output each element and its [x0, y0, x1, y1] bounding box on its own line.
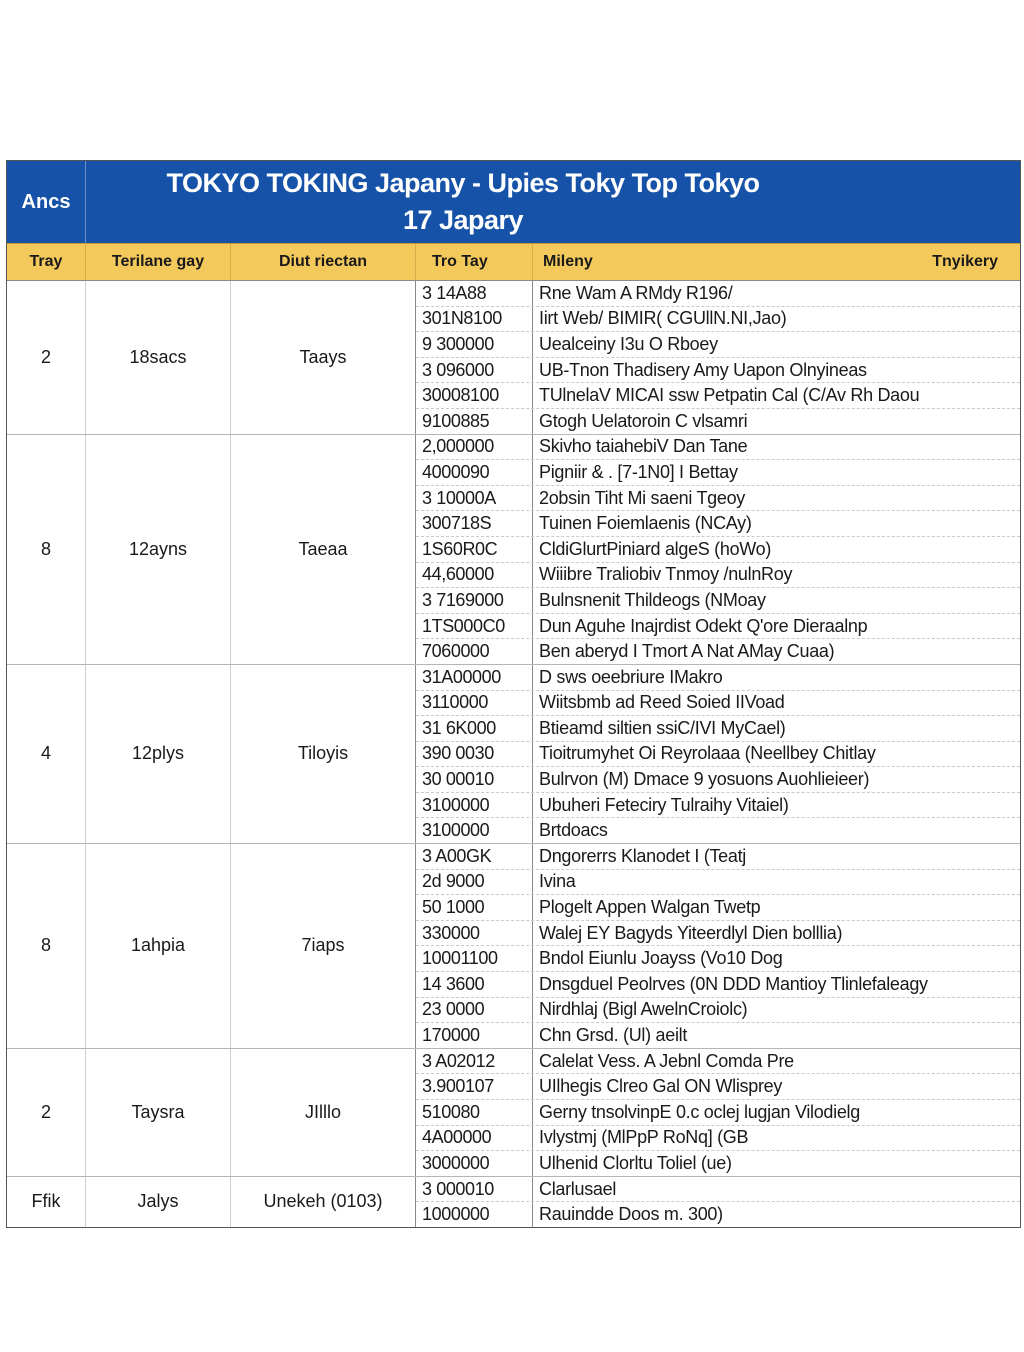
- header-col-4: Tro Tay: [416, 244, 533, 280]
- banner-corner-label: Ancs: [7, 161, 86, 243]
- table-row: [416, 588, 1020, 614]
- table-row: [416, 1151, 1020, 1176]
- row-description: Wiitsbmb ad Reed Soied IIVoad: [539, 692, 785, 713]
- row-description: Clarlusael: [539, 1178, 617, 1199]
- table-row: [416, 870, 1020, 896]
- title-line-1: TOKYO TOKING Japany - Upies Toky Top Tokyo: [166, 168, 760, 198]
- row-description: Iirt Web/ BIMIR( CGUllN.NI,Jao): [539, 308, 787, 329]
- group-cell-2: Jalys: [86, 1177, 231, 1227]
- row-description: Chn Grsd. (Ul) aeilt: [539, 1025, 688, 1046]
- row-code: 44,60000: [416, 563, 533, 588]
- row-description: CldiGlurtPiniard algeS (hoWo): [539, 538, 772, 559]
- row-description: Ivlystmj (MlPpP RoNq] (GB: [539, 1127, 749, 1148]
- table-row: [416, 1126, 1020, 1152]
- row-code: 3100000: [416, 793, 533, 818]
- table-row: [416, 358, 1020, 384]
- row-description: Dun Aguhe Inajrdist Odekt Q'ore Dieraalnp: [539, 615, 868, 636]
- row-description: Bulnsnenit Thildeogs (NMoay: [539, 589, 766, 610]
- table-row: [416, 767, 1020, 793]
- table-row: [416, 409, 1020, 434]
- row-description: Uealceiny I3u O Rboey: [539, 333, 718, 354]
- row-code: 300718S: [416, 511, 533, 536]
- row-code: 3 000010: [416, 1177, 533, 1202]
- table-row: [416, 716, 1020, 742]
- row-description: UB-Tnon Thadisery Amy Uapon Olnyineas: [539, 359, 867, 380]
- group-cell-3: JIlllo: [231, 1049, 416, 1176]
- table-group: [7, 1177, 1020, 1227]
- row-code: 3.900107: [416, 1074, 533, 1099]
- row-description: Ulhenid Clorltu Toliel (ue): [539, 1152, 732, 1173]
- row-description: Dnsgduel Peolrves (0N DDD Mantioy Tlinlefaleagy: [539, 973, 928, 994]
- row-code: 1S60R0C: [416, 537, 533, 562]
- row-description: Nirdhlaj (Bigl AwelnCroiolc): [539, 999, 748, 1020]
- table-row: [416, 1177, 1020, 1203]
- row-description: Gtogh Uelatoroin C vlsamri: [539, 410, 748, 431]
- table-row: [416, 281, 1020, 307]
- group-cell-3: Taays: [231, 281, 416, 434]
- header-col-5-6: [533, 244, 1020, 280]
- row-code: 3 A00GK: [416, 844, 533, 869]
- row-description: Bulrvon (M) Dmace 9 yosuons Auohlieieer): [539, 769, 870, 790]
- row-description: 2obsin Tiht Mi saeni Tgeoy: [539, 487, 745, 508]
- row-code: 3110000: [416, 691, 533, 716]
- group-cell-1: 8: [7, 435, 86, 664]
- group-cell-3: Taeaa: [231, 435, 416, 664]
- data-sheet: [6, 160, 1021, 1228]
- table-row: [416, 844, 1020, 870]
- row-code: 7060000: [416, 639, 533, 664]
- row-description: Plogelt Appen Walgan Twetp: [539, 897, 761, 918]
- row-code: 9100885: [416, 409, 533, 434]
- table-row: [416, 1074, 1020, 1100]
- header-col-2: Terilane gay: [86, 244, 231, 280]
- row-description: TUlnelaV MICAI ssw Petpatin Cal (C/Av Rh Daou: [539, 385, 920, 406]
- group-cell-1: 2: [7, 281, 86, 434]
- row-description: Dngorerrs Klanodet I (Teatj: [539, 845, 747, 866]
- table-row: [416, 614, 1020, 640]
- table-group: [7, 665, 1020, 844]
- row-code: 510080: [416, 1100, 533, 1125]
- row-code: 3 10000A: [416, 486, 533, 511]
- row-code: 23 0000: [416, 998, 533, 1023]
- group-cell-1: 2: [7, 1049, 86, 1176]
- table-row: [416, 307, 1020, 333]
- row-description: Btieamd siltien ssiC/IVI MyCael): [539, 717, 786, 738]
- group-rows: [416, 281, 1020, 434]
- row-description: Tioitrumyhet Oi Reyrolaaa (Neellbey Chitlay: [539, 743, 876, 764]
- table-row: [416, 946, 1020, 972]
- header-col-5: Mileny: [543, 253, 593, 270]
- row-code: 301N8100: [416, 307, 533, 332]
- row-code: 3 A02012: [416, 1049, 533, 1074]
- row-code: 3 14A88: [416, 281, 533, 306]
- row-description: Wiiibre Traliobiv Tnmoy /nulnRoy: [539, 564, 793, 585]
- group-rows: [416, 1177, 1020, 1227]
- group-cell-2: Taysra: [86, 1049, 231, 1176]
- row-description: Gerny tnsolvinpE 0.c oclej lugjan Vilodielg: [539, 1101, 860, 1122]
- table-row: [416, 818, 1020, 843]
- row-description: Bndol Eiunlu Joayss (Vo10 Dog: [539, 948, 783, 969]
- group-rows: [416, 665, 1020, 843]
- row-code: 3 096000: [416, 358, 533, 383]
- table-row: [416, 1100, 1020, 1126]
- row-description: Calelat Vess. A Jebnl Comda Pre: [539, 1050, 794, 1071]
- row-code: 31 6K000: [416, 716, 533, 741]
- group-cell-3: Unekeh (0103): [231, 1177, 416, 1227]
- header-col-6: Tnyikery: [932, 253, 998, 270]
- row-code: 3000000: [416, 1151, 533, 1176]
- page-title: [86, 161, 1020, 243]
- row-code: 390 0030: [416, 742, 533, 767]
- row-description: Ubuheri Feteciry Tulraihy Vitaiel): [539, 794, 789, 815]
- group-cell-2: 1ahpia: [86, 844, 231, 1048]
- table-header: [7, 243, 1020, 281]
- group-cell-2: 18sacs: [86, 281, 231, 434]
- table-row: [416, 895, 1020, 921]
- row-code: 4000090: [416, 460, 533, 485]
- table-row: [416, 1202, 1020, 1227]
- row-code: 330000: [416, 921, 533, 946]
- table-row: [416, 665, 1020, 691]
- table-group: [7, 844, 1020, 1049]
- table-row: [416, 1049, 1020, 1075]
- row-code: 14 3600: [416, 972, 533, 997]
- table-group: [7, 281, 1020, 435]
- group-cell-2: 12plys: [86, 665, 231, 843]
- table-row: [416, 1023, 1020, 1048]
- table-group: [7, 1049, 1020, 1177]
- table-row: [416, 563, 1020, 589]
- row-code: 170000: [416, 1023, 533, 1048]
- row-description: D sws oeebriure IMakro: [539, 666, 723, 687]
- row-code: 1000000: [416, 1202, 533, 1227]
- header-col-3: Diut riectan: [231, 244, 416, 280]
- row-code: 10001100: [416, 946, 533, 971]
- header-col-1: Tray: [7, 244, 86, 280]
- title-line-2: 17 Japary: [402, 205, 524, 235]
- row-description: Ivina: [539, 871, 576, 892]
- row-description: Brtdoacs: [539, 820, 608, 841]
- row-code: 4A00000: [416, 1126, 533, 1151]
- row-description: Skivho taiahebiV Dan Tane: [539, 436, 748, 457]
- table-row: [416, 793, 1020, 819]
- table-row: [416, 921, 1020, 947]
- table-group: [7, 435, 1020, 665]
- group-rows: [416, 844, 1020, 1048]
- group-rows: [416, 1049, 1020, 1176]
- table-body: [7, 281, 1020, 1227]
- table-row: [416, 998, 1020, 1024]
- table-row: [416, 537, 1020, 563]
- table-row: [416, 435, 1020, 461]
- group-cell-3: Tiloyis: [231, 665, 416, 843]
- row-code: 30 00010: [416, 767, 533, 792]
- table-row: [416, 691, 1020, 717]
- group-cell-2: 12ayns: [86, 435, 231, 664]
- row-description: Rne Wam A RMdy R196/: [539, 282, 733, 303]
- row-code: 1TS000C0: [416, 614, 533, 639]
- table-row: [416, 486, 1020, 512]
- table-row: [416, 972, 1020, 998]
- group-cell-3: 7iaps: [231, 844, 416, 1048]
- row-description: Walej EY Bagyds Yiteerdlyl Dien bolllia): [539, 922, 843, 943]
- group-rows: [416, 435, 1020, 664]
- group-cell-1: 8: [7, 844, 86, 1048]
- row-code: 50 1000: [416, 895, 533, 920]
- table-row: [416, 639, 1020, 664]
- row-code: 2,000000: [416, 435, 533, 460]
- row-description: Rauindde Doos m. 300): [539, 1204, 723, 1225]
- group-cell-1: 4: [7, 665, 86, 843]
- row-description: Tuinen Foiemlaenis (NCAy): [539, 513, 752, 534]
- table-row: [416, 511, 1020, 537]
- row-description: UIlhegis Clreo Gal ON Wlisprey: [539, 1076, 783, 1097]
- row-description: Ben aberyd I Tmort A Nat AMay Cuaa): [539, 641, 835, 662]
- table-row: [416, 460, 1020, 486]
- row-code: 30008100: [416, 383, 533, 408]
- table-row: [416, 383, 1020, 409]
- group-cell-1: Ffik: [7, 1177, 86, 1227]
- title-banner: [7, 161, 1020, 243]
- row-code: 3100000: [416, 818, 533, 843]
- row-description: Pigniir & . [7-1N0] I Bettay: [539, 461, 738, 482]
- row-code: 2d 9000: [416, 870, 533, 895]
- table-row: [416, 742, 1020, 768]
- row-code: 31A00000: [416, 665, 533, 690]
- row-code: 9 300000: [416, 332, 533, 357]
- row-code: 3 7169000: [416, 588, 533, 613]
- table-row: [416, 332, 1020, 358]
